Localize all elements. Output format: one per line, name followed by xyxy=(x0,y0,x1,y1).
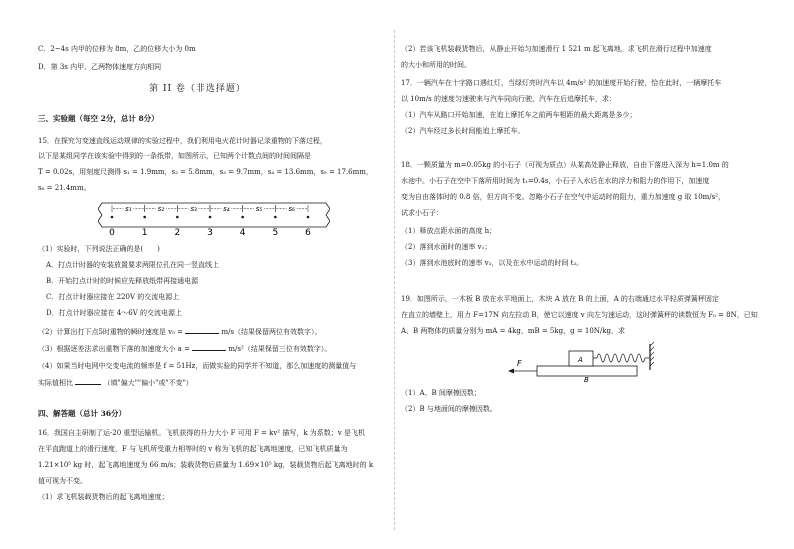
q15-part4-hint: （填"偏大""偏小"或"不变"） xyxy=(103,379,193,387)
q19-line2: 在直立的墙壁上，用力 F=17N 向左拉动 B，使它以速度 v 向左匀速运动，这时弹簧秤的读数恒为 F₀ = 8N，已知 xyxy=(401,311,758,319)
tape-point-label: 4 xyxy=(239,228,246,236)
q15-line2: 以下是某组同学在该实验中得到的一条纸带，如图所示，已知两个计数点间的时间间隔是 xyxy=(38,152,311,160)
label-block-a: A xyxy=(578,356,583,364)
q15-part4-line2 xyxy=(38,377,193,388)
option-d: D．第 3s 内甲、乙两物体速度方向相同 xyxy=(38,63,162,71)
tape-segment-label: s₆ xyxy=(288,205,295,213)
tape-point-label: 3 xyxy=(207,228,213,236)
q17-part1: （1）汽车从路口开始加速，在追上摩托车之前两车相距的最大距离是多少； xyxy=(401,111,637,119)
q17-part2: （2）汽车经过多长时间能追上摩托车。 xyxy=(401,127,525,135)
tape-point-6 xyxy=(307,216,310,219)
q15-line1: 15．在探究匀变速直线运动规律的实验过程中，我们利用电火花计时器记录重物的下落过程， xyxy=(38,137,327,145)
q18-line1: 18．一颗质量为 m=0.05kg 的小石子（可视为质点）从某高处静止释放，自由下落进入深为 h=1.0m 的 xyxy=(401,161,729,169)
tape-point-label: 1 xyxy=(141,228,148,236)
q16-line3: 1.21×10⁵ kg 时，起飞离地速度为 66 m/s；装载货物后质量为 1.69×10⁵ kg，装载货物后起飞离地时的 k xyxy=(38,461,374,469)
section4-heading: 四、解答题（总计 36分） xyxy=(38,409,127,418)
q18-part2: （2）落到水面时的速率 v₁； xyxy=(401,243,492,251)
q17-line2: 以 10m/s 的速度匀速驶来与汽车同向行驶，汽车在后追摩托车，求： xyxy=(401,95,616,103)
tape-point-0 xyxy=(111,216,114,219)
block-spring-figure xyxy=(507,342,657,382)
q15-part2-text: （2）计算出打下点5时重物的瞬时速度是 v₅ = xyxy=(38,328,183,336)
q15-option-d: D．打点计时器应接在 4～6V 的交流电源上 xyxy=(46,309,183,317)
q15-option-b: B．开始打点计时的时候应先释放纸带再接通电源 xyxy=(46,277,199,285)
tape-point-4 xyxy=(241,216,244,219)
tape-point-label: 5 xyxy=(272,228,279,236)
q18-line2: 水池中。小石子在空中下落所用时间为 t₁=0.4s，小石子入水后在水的浮力和阻力的作用下，加速度 xyxy=(401,177,710,185)
paper-tape-figure xyxy=(98,200,330,236)
tape-point-1 xyxy=(143,216,146,219)
tape-point-5 xyxy=(274,216,277,219)
q16-line4: 值可视为不变。 xyxy=(38,477,87,485)
block-b xyxy=(537,366,637,376)
tape-point-label: 0 xyxy=(109,228,115,236)
column-divider xyxy=(394,30,395,530)
label-block-b: B xyxy=(584,376,589,382)
tape-segment-label: s₁ xyxy=(125,205,132,213)
q15-part1: （1）实验时，下列说法正确的是( ) xyxy=(38,245,160,253)
q15-part3-unit: m/s²（结果保留三位有效数字）。 xyxy=(228,345,332,353)
label-force-f: F xyxy=(517,359,522,368)
tape-segment-label: s₄ xyxy=(223,205,230,213)
spring xyxy=(593,354,650,362)
q15-line3: T = 0.02s，用刻度尺测得 s₁ = 1.9mm，s₂ = 5.8mm，s₃ = 9.7mm，s₄ = 13.6mm，s₅ = 17.6mm， xyxy=(38,168,373,176)
tape-segment-label: s₂ xyxy=(157,205,165,213)
q15-part2 xyxy=(38,326,322,337)
q18-line3: 变为自由落体时的 0.8 倍，但方向不变。忽略小石子在空气中运动时的阻力，重力加速度 g 取 10m/s²， xyxy=(401,193,726,201)
q16-part1: （1）求飞机装载货物后的起飞离地速度； xyxy=(38,493,169,501)
q19-line1: 19．如图所示，一木板 B 放在水平地面上，木块 A 放在 B 的上面，A 的右端通过水平轻质弹簧秤固定 xyxy=(401,295,719,303)
tape-segment-label: s₅ xyxy=(255,205,263,213)
q18-part1: （1）释放点距水面的高度 h； xyxy=(401,227,497,235)
q15-line4: s₆ = 21.4mm。 xyxy=(38,184,91,192)
option-c: C．2~4s 内甲的位移为 8m，乙的位移大小为 0m xyxy=(38,45,196,53)
q16-part2-line1: （2）若该飞机装载货物后，从静止开始匀加速滑行 1 521 m 起飞离地，求飞机在滑行过程中加速度 xyxy=(401,45,712,53)
q19-part2: （2）B 与地面间的摩擦因数。 xyxy=(401,405,497,413)
answer-blank-compare[interactable] xyxy=(75,377,101,385)
tape-segment-label: s₃ xyxy=(190,205,197,213)
q16-line2: 在平直跑道上的滑行速度，F 与飞机所受重力相等时的 v 称为飞机的起飞离地速度，已知飞机质量为 xyxy=(38,445,348,453)
q15-option-a: A．打点计时器的安装放置要求两限位孔在同一竖直线上 xyxy=(46,261,220,269)
answer-blank-v5[interactable] xyxy=(185,326,219,334)
q19-line3: A、B 两物体的质量分别为 mA = 4kg，mB = 5kg，g = 10N/kg，求 xyxy=(401,327,626,335)
q15-option-c: C．打点计时器应接在 220V 的交流电源上 xyxy=(46,293,180,301)
q15-part4-text: 实际值相比 xyxy=(38,379,73,387)
q15-part3-text: （3）根据逐差法求出重物下落的加速度大小 a = xyxy=(38,345,190,353)
section3-heading: 三、实验题（每空 2分，总计 8分） xyxy=(38,114,159,123)
q18-part3: （3）落到水池底时的速率 v₂，以及在水中运动的时间 t₂。 xyxy=(401,259,584,267)
tape-point-2 xyxy=(176,216,179,219)
part2-title: 第 II 卷（非选择题） xyxy=(149,84,246,94)
q18-line4: 试求小石子： xyxy=(401,209,443,217)
q15-part4-line1: （4）如果当时电网中交变电流的频率是 f = 51Hz，而做实验的同学并不知道，那么加速度的测量值与 xyxy=(38,362,357,370)
tape-point-label: 6 xyxy=(305,228,311,236)
q15-part2-unit: m/s（结果保留两位有效数字）。 xyxy=(221,328,322,336)
tape-point-3 xyxy=(209,216,212,219)
q17-line1: 17．一辆汽车在十字路口遇红灯，当绿灯亮时汽车以 4m/s² 的加速度开始行驶，恰在此时，一辆摩托车 xyxy=(401,79,722,87)
q16-part2-line2: 的大小和所用的时间。 xyxy=(401,61,471,69)
q15-part3 xyxy=(38,343,331,354)
q16-line1: 16．我国自主研制了运-20 重型运输机。飞机获得的升力大小 F 可用 F = kv² 描写，k 为系数；v 是飞机 xyxy=(38,429,365,437)
q19-part1: （1）A、B 间摩擦因数； xyxy=(401,389,481,397)
tape-point-label: 2 xyxy=(174,228,181,236)
answer-blank-a[interactable] xyxy=(192,343,226,351)
